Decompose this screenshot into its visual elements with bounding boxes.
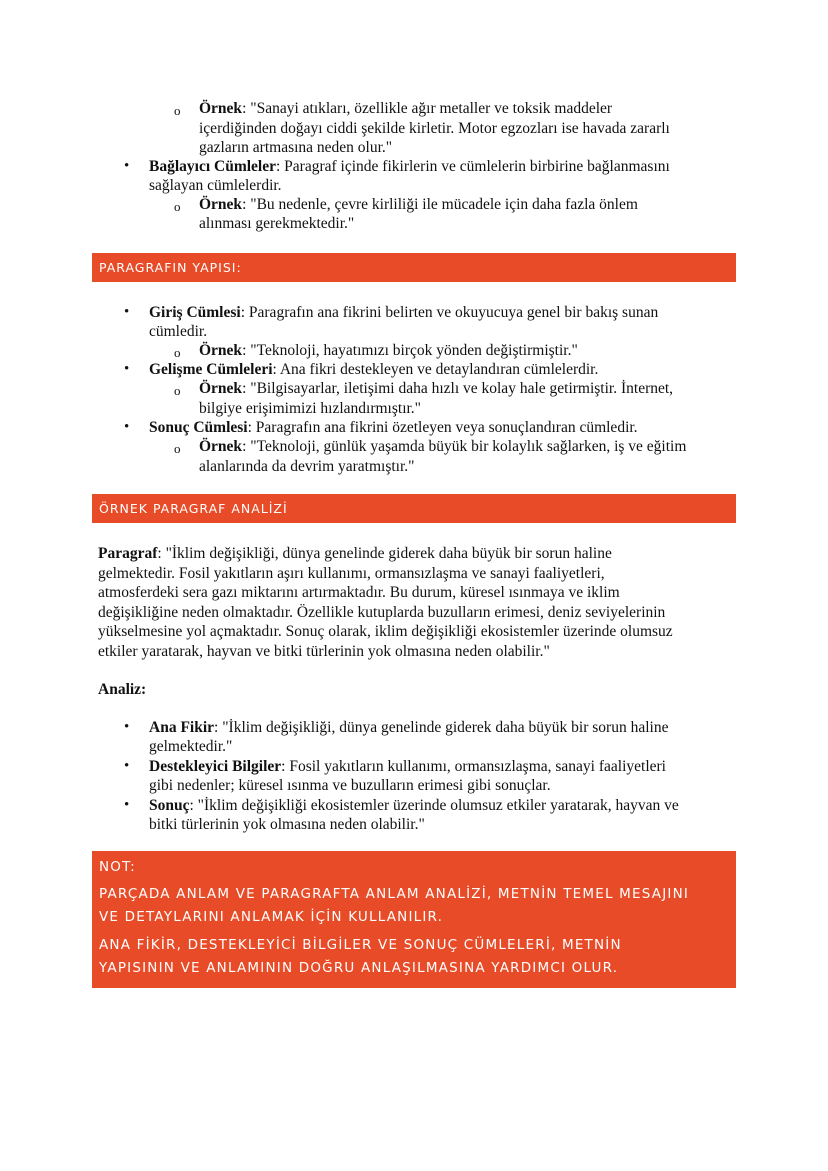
sub-bullet-icon: o [174,199,181,214]
sub-bullet-icon: o [174,383,181,398]
list-item: Giriş Cümlesi: Paragrafın ana fikrini belirten ve okuyucuya genel bir bakış sunan [149,304,659,321]
list-item: Ana Fikir: "İklim değişikliği, dünya genelinde giderek daha büyük bir sorun haline [149,719,669,736]
note-paragraph: PARÇADA ANLAM VE PARAGRAFTA ANLAM ANALİZİ, METNİN TEMEL MESAJINI VE DETAYLARINI ANLAMAK İÇİN KULLANILIR. [99,886,690,925]
bullet-icon: • [124,304,130,320]
section-heading: ÖRNEK PARAGRAF ANALİZİ [92,494,736,523]
paragraph-line: değişikliğine neden olmaktadır. Özellikle kutuplarda buzulların erimesi, deniz seviyelerinin [98,604,666,621]
note-paragraph: ANA FİKİR, DESTEKLEYİCİ BİLGİLER VE SONUÇ CÜMLELERİ, METNİN YAPISININ VE ANLAMININ DOĞRU ANLAŞILMASINA YARDIMCI OLUR. [99,937,622,976]
sub-bullet-icon: o [174,441,181,456]
section-heading: PARAGRAFIN YAPISI: [92,253,736,282]
sub-bullet-icon: o [174,103,181,118]
sub-bullet-icon: o [174,345,181,360]
list-item-cont: gibi nedenler; küresel ısınma ve buzulların erimesi gibi sonuçlar. [149,777,551,794]
example-line: Örnek: "Sanayi atıkları, özellikle ağır metaller ve toksik maddeler [199,100,613,117]
paragraph-line: gelmektedir. Fosil yakıtların aşırı kullanımı, ormansızlaşma ve sanayi faaliyetleri, [98,565,605,582]
example-line: gazların artmasına neden olur." [199,139,393,156]
paragraph-line: Paragraf: "İklim değişikliği, dünya genelinde giderek daha büyük bir sorun haline [98,545,612,562]
list-item: Bağlayıcı Cümleler: Paragraf içinde fikirlerin ve cümlelerin birbirine bağlanmasını [149,158,670,175]
paragraph-line: etkiler yaratarak, hayvan ve bitki türlerinin yok olmasına neden olabilir." [98,643,550,660]
example-line: alanlarında da devrim yaratmıştır." [199,458,415,475]
list-item-cont: gelmektedir." [149,738,233,755]
list-item: Sonuç Cümlesi: Paragrafın ana fikrini özetleyen veya sonuçlandıran cümledir. [149,419,638,436]
note-title: NOT: [99,859,136,875]
example-line: Örnek: "Bu nedenle, çevre kirliliği ile mücadele için daha fazla önlem [199,196,638,213]
list-item: Destekleyici Bilgiler: Fosil yakıtların kullanımı, ormansızlaşma, sanayi faaliyetleri [149,758,666,775]
list-item: Sonuç: "İklim değişikliği ekosistemler üzerinde olumsuz etkiler yaratarak, hayvan ve [149,797,679,814]
note-box [92,851,736,988]
list-item-cont: cümledir. [149,323,208,340]
bullet-icon: • [124,797,130,813]
bullet-icon: • [124,158,130,174]
list-item-cont: sağlayan cümlelerdir. [149,177,282,194]
paragraph-line: yükselmesine yol açmaktadır. Sonuç olarak, iklim değişikliği ekosistemler üzerinde olumsuz [98,623,673,640]
list-item: Gelişme Cümleleri: Ana fikri destekleyen ve detaylandıran cümlelerdir. [149,361,599,378]
list-item-cont: bitki türlerinin yok olmasına neden olabilir." [149,816,425,833]
paragraph-line: atmosferdeki sera gazı miktarını artırmaktadır. Bu durum, küresel ısınmaya ve iklim [98,584,620,601]
analysis-heading: Analiz: [98,681,147,698]
example-line: içerdiğinden doğayı ciddi şekilde kirletir. Motor egzozları ise havada zararlı [199,120,670,137]
example-line: Örnek: "Teknoloji, günlük yaşamda büyük bir kolaylık sağlarken, iş ve eğitim [199,438,687,455]
example-line: alınması gerekmektedir." [199,215,355,232]
bullet-icon: • [124,419,130,435]
example-line: Örnek: "Teknoloji, hayatımızı birçok yönden değiştirmiştir." [199,342,578,359]
bullet-icon: • [124,719,130,735]
example-line: bilgiye erişimimizi hızlandırmıştır." [199,400,422,417]
bullet-icon: • [124,758,130,774]
example-line: Örnek: "Bilgisayarlar, iletişimi daha hızlı ve kolay hale getirmiştir. İnternet, [199,380,674,397]
bullet-icon: • [124,361,130,377]
